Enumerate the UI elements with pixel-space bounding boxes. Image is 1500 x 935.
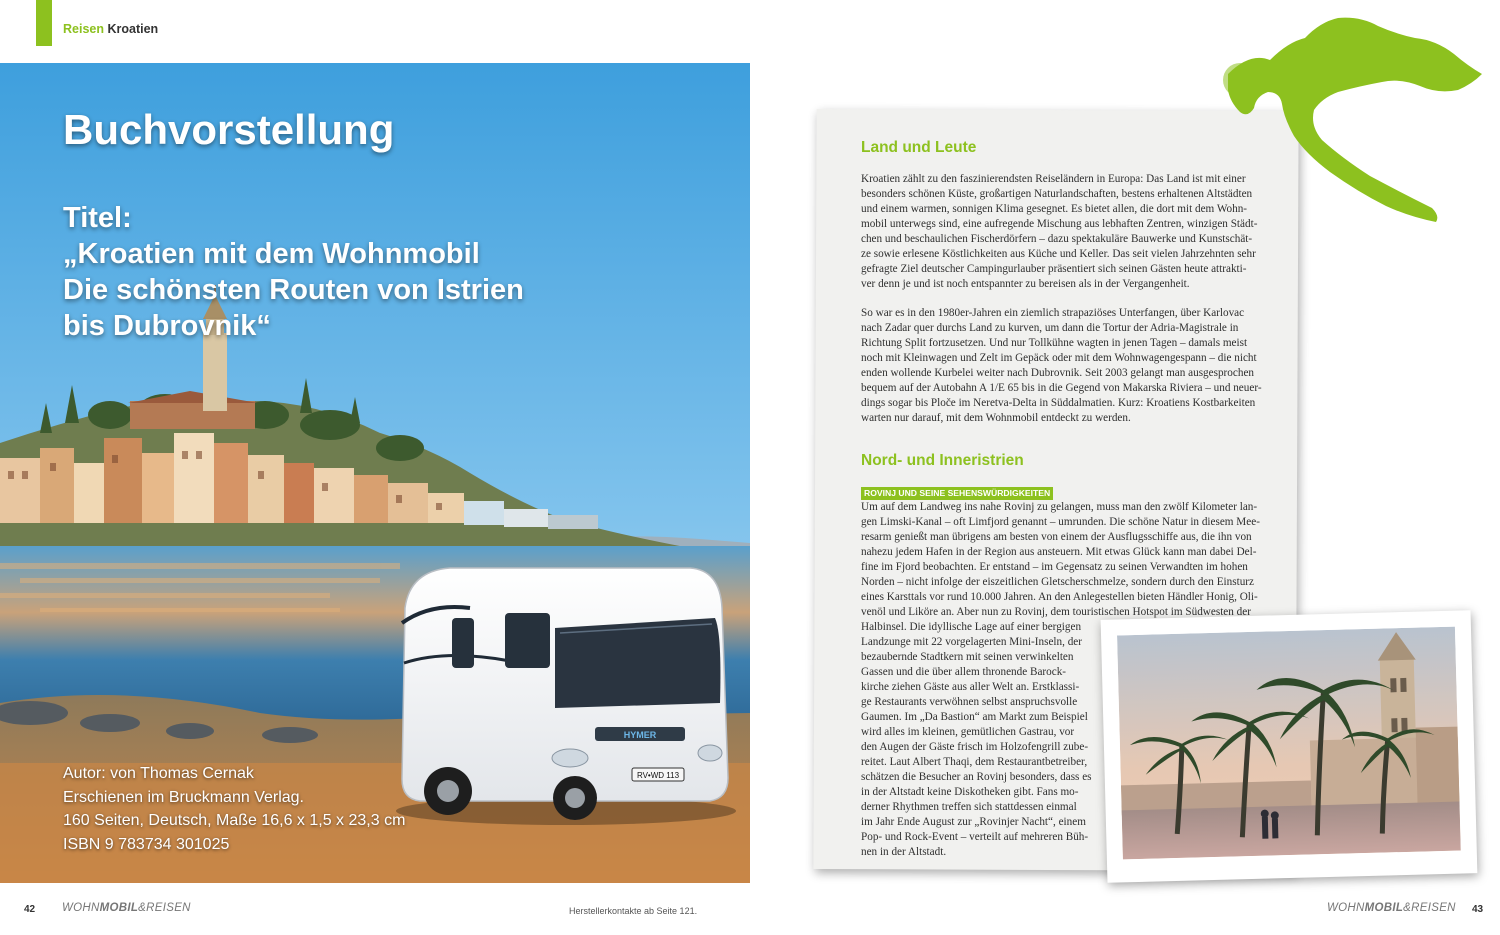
text-line: nen in der Altstadt.: [861, 846, 947, 858]
book-publisher: Erschienen im Bruckmann Verlag.: [63, 788, 304, 806]
text-line: den Augen der Gäste frisch im Holzofengrill zube-: [861, 741, 1089, 753]
brand-part: WOHN: [62, 902, 100, 914]
subsection-name: Kroatien: [107, 22, 159, 36]
body-paragraph-1: [861, 172, 1264, 292]
book-isbn: ISBN 9 783734 301025: [63, 835, 230, 853]
book-title-block: [63, 200, 524, 344]
book-author: Autor: von Thomas Cernak: [63, 765, 254, 782]
brand-part: REISEN: [146, 902, 191, 914]
section-accent-bar: [36, 0, 52, 46]
text-line: und einem warmen, sonnigen Klima gesegnet. Es bietet allen, die dort mit dem Wohn-: [861, 203, 1248, 215]
book-title-line: bis Dubrovnik“: [63, 310, 271, 342]
text-line: in der Altstadt keine Diskotheken gibt. Fans mo-: [861, 786, 1079, 798]
section-heading-land-und-leute: Land und Leute: [861, 139, 977, 156]
text-line: Norden – nicht infolge der eiszeitlichen Gletscherschmelze, sondern durch den Einsturz: [861, 576, 1254, 588]
brand-part: REISEN: [1411, 902, 1456, 914]
book-specs: 160 Seiten, Deutsch, Maße 16,6 x 1,5 x 23,3 cm: [63, 812, 406, 829]
palm-square-illustration: [1117, 627, 1461, 860]
text-line: derner Rhythmen treffen sich stattdessen einmal: [861, 801, 1077, 813]
book-title-line: „Kroatien mit dem Wohnmobil: [63, 238, 480, 270]
text-line: fine im Fjord beobachten. Er entstand – im Gegensatz zu seinen Verwandten im hohen: [861, 561, 1248, 573]
brand-part-bold: MOBIL: [1364, 902, 1404, 914]
text-line: schätzen die Besucher an Rovinj besonders, dass es: [861, 771, 1092, 783]
text-line: gen Limski-Kanal – oft Limfjord genannt – umrunden. Die schöne Natur in diesem Mee-: [861, 516, 1260, 528]
text-line: So war es in den 1980er-Jahren ein ziemlich strapaziöses Unterfangen, über Karlovac: [861, 307, 1245, 319]
text-line: wird alles im kleinen, gemütlichen Gastrau, vor: [861, 726, 1075, 738]
text-line: Pop- und Rock-Event – verteilt auf mehreren Büh-: [861, 831, 1089, 843]
text-line: resarm genießt man übrigens am besten von einem der Ausflugsschiffe aus, die ihn von: [861, 531, 1252, 543]
page-number-right: 43: [1472, 904, 1484, 915]
book-title-line: Titel:: [63, 202, 132, 234]
text-line: nahezu jedem Hafen in der Region aus ansteuern. Mit etwas Glück kann man dabei Del-: [861, 546, 1257, 558]
text-line: Richtung Split fortzusetzen. Und nur Tollkühne wagten in jenen Tagen – damals meist: [861, 337, 1248, 349]
text-line: ge Restaurants verwöhnen selbst anspruchsvolle: [861, 696, 1078, 708]
body-paragraph-3: [861, 500, 1264, 620]
book-info-block: [63, 762, 405, 856]
text-line: bezaubernde Stadtkern mit seinen verwinkelten: [861, 651, 1074, 663]
text-line: Landzunge mit 22 vorgelagerten Mini-Inseln, der: [861, 636, 1082, 648]
brand-amp: &: [138, 902, 147, 914]
magazine-brand-left: [62, 902, 191, 914]
text-line: dings sogar bis Ploče im Neretva-Delta in Süddalmatien. Kurz: Kroatiens Kostbarkeiten: [861, 397, 1256, 409]
magazine-brand-right: [1327, 902, 1456, 914]
text-line: besonders schönen Küste, großartigen Naturlandschaften, bestens erhaltenen Altstädten: [861, 188, 1253, 200]
subsection-tag: ROVINJ UND SEINE SEHENSWÜRDIGKEITEN: [861, 487, 1053, 500]
rovinj-photo-illustration: [0, 63, 750, 883]
text-line: Gassen und die über allem thronende Barock-: [861, 666, 1067, 678]
page-headline: Buchvorstellung: [63, 106, 395, 153]
text-line: venöl und Liköre an. Aber nun zu Rovinj, dem touristischen Hotspot im Südwesten der: [861, 606, 1251, 618]
text-line: im Jahr Ende August zur „Rovinjer Nacht“, einem: [861, 816, 1086, 828]
text-line: eines Karsttals vor rund 10.000 Jahren. An den Anlegestellen bieten Händler Honig, Oli-: [861, 591, 1258, 603]
text-line: ver denn je und ist noch entspannter zu bereisen als in der Vergangenheit.: [861, 278, 1190, 290]
page-number-left: 42: [24, 904, 36, 915]
text-line: Gaumen. Im „Da Bastion“ am Markt zum Beispiel: [861, 711, 1088, 723]
text-line: gefragte Ziel deutscher Campingurlauber präsentiert sich seinen Gästen heute attrakti-: [861, 263, 1247, 275]
town-square-photo: [1101, 610, 1478, 883]
section-name: Reisen: [63, 22, 104, 36]
section-label: [63, 22, 158, 36]
section-heading-nord-und-inneristrien: Nord- und Inneristrien: [861, 452, 1024, 469]
brand-part: WOHN: [1327, 902, 1365, 914]
camper-brand-text: HYMER: [623, 730, 657, 740]
book-title-line: Die schönsten Routen von Istrien: [63, 274, 524, 306]
text-line: Halbinsel. Die idyllische Lage auf einer bergigen: [861, 621, 1082, 633]
camper-license-plate: RV•WD 113: [636, 771, 680, 780]
text-line: nach Zadar quer durchs Land zu kurven, um dann die Tortur der Adria-Magistrale in: [861, 322, 1239, 334]
brand-amp: &: [1403, 902, 1412, 914]
text-line: Um auf dem Landweg ins nahe Rovinj zu gelangen, muss man den zwölf Kilometer lan-: [861, 501, 1258, 513]
camper-van: [396, 568, 736, 825]
rovinj-camper-photo: [0, 63, 750, 883]
text-line: chen und beschaulichen Fischerdörfern – dazu spektakuläre Bauwerke und Kunstschät-: [861, 233, 1253, 245]
text-line: mobil unterwegs sind, eine aufregende Mischung aus lebhaften Zentren, winzigen Städt-: [861, 218, 1258, 230]
text-line: enden wollende Kurbelei weiter nach Dubrovnik. Seit 2003 gelangt man ausgesprochen: [861, 367, 1254, 379]
text-line: warten nur darauf, mit dem Wohnmobil entdeckt zu werden.: [861, 412, 1131, 424]
text-line: reitet. Laut Albert Thaqi, dem Restaurantbetreiber,: [861, 756, 1088, 768]
text-line: ze sowie erlesene Köstlichkeiten aus Küche und Keller. Das seit vielen Jahrzehnten sehr: [861, 248, 1256, 260]
text-line: kirche ziehen Gäste aus aller Welt an. Erstklassi-: [861, 681, 1080, 693]
text-line: Kroatien zählt zu den faszinierendsten Reiseländern in Europa: Das Land ist mit einer: [861, 173, 1246, 185]
body-paragraph-2: [861, 306, 1264, 426]
text-line: noch mit Kleinwagen und Zelt im Gepäck oder mit dem Wohnwagengespann – die nicht: [861, 352, 1257, 364]
body-paragraph-3-narrow: [861, 620, 1095, 860]
brand-part-bold: MOBIL: [99, 902, 139, 914]
text-line: bequem auf der Autobahn A 1/E 65 bis in die Gegend von Makarska Riviera – und neuer-: [861, 382, 1262, 394]
footer-note: Herstellerkontakte ab Seite 121.: [569, 906, 698, 916]
